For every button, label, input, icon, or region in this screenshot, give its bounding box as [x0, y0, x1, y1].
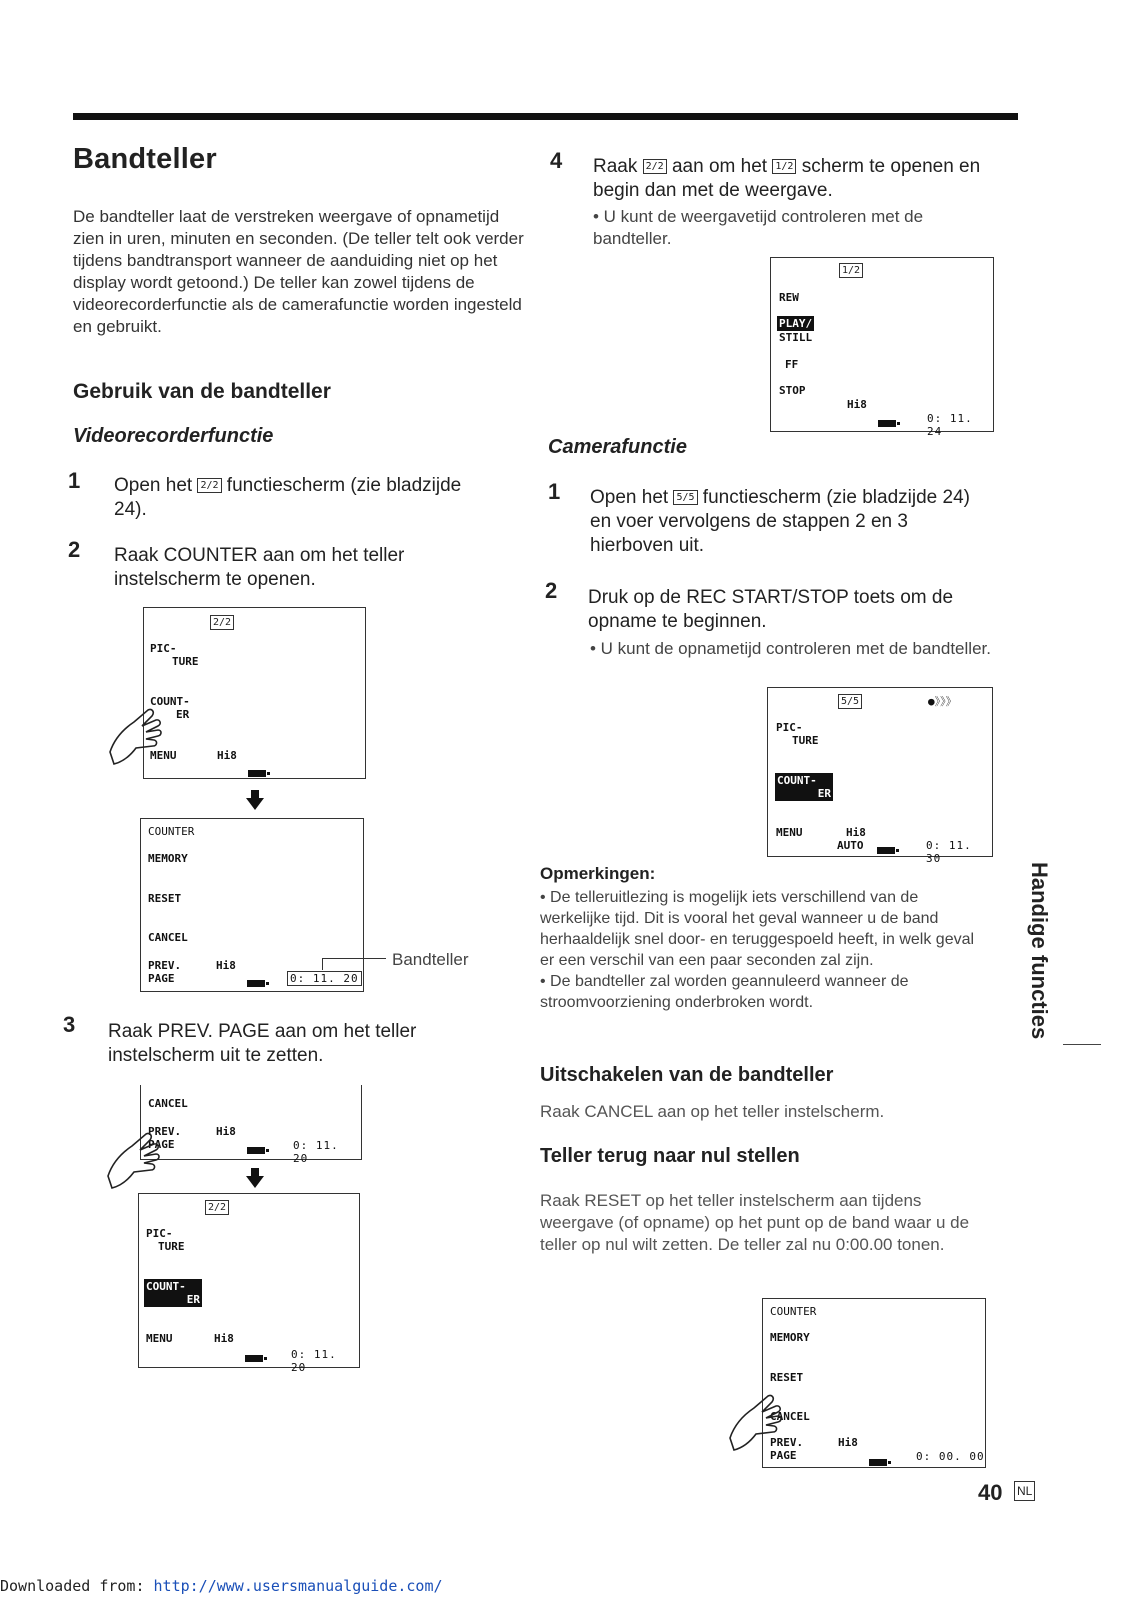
hi8-label: Hi8	[847, 398, 867, 411]
cancel-label[interactable]: CANCEL	[770, 1410, 810, 1423]
step-number: 2	[545, 578, 558, 603]
screen-counter	[140, 818, 364, 992]
step-text: Open het	[114, 475, 193, 496]
callout-line	[322, 958, 323, 970]
screen-function-5-5	[767, 687, 993, 865]
rec-indicator: ●》》》	[928, 695, 957, 708]
step-text: functiescherm (zie bladzijde 24) en voer vervolgens de stappen 2 en 3 hierboven uit.	[590, 487, 970, 556]
count-label: COUNT-	[150, 695, 190, 708]
side-rule	[1063, 1044, 1101, 1045]
step-text: functiescherm (zie bladzijde 24).	[114, 475, 462, 520]
screen-counter-partial	[140, 1085, 362, 1165]
note-item: • De telleruitlezing is mogelijk iets verschillend van de werkelijke tijd. Dit is vooral het geval wanneer u de band herhaaldelijk snel door- en teruggespoeld heeft, in welk geval er een verschil van een paar seconden zal zijn.	[540, 889, 975, 969]
callout-line	[322, 958, 386, 959]
er-label: ER	[176, 708, 190, 721]
hi8-label: Hi8	[214, 1332, 234, 1345]
step4-text	[593, 155, 998, 203]
reset-heading: Teller terug naar nul stellen	[540, 1145, 800, 1167]
menu-label: MENU	[146, 1332, 173, 1345]
er-label: ER	[186, 1293, 200, 1306]
video-step2: Raak COUNTER aan om het teller instelscherm te openen.	[114, 545, 405, 590]
step-number: 4	[550, 148, 563, 173]
count-label: COUNT-	[146, 1280, 186, 1293]
play-label: PLAY/	[779, 317, 813, 330]
reset-label[interactable]: RESET	[770, 1371, 804, 1384]
reset-label[interactable]: RESET	[148, 892, 182, 905]
tape-counter-display: 0: 11. 20	[293, 1139, 339, 1165]
video-heading: Videorecorderfunctie	[73, 425, 274, 447]
ture-label: TURE	[158, 1240, 185, 1253]
screen-function-2-2	[143, 607, 366, 779]
tape-counter-display: 0: 11. 30	[926, 839, 972, 865]
side-tab	[1026, 862, 1054, 1040]
download-footer	[0, 1577, 443, 1595]
hi8-label: Hi8	[838, 1436, 858, 1449]
step-text: aan om het	[671, 156, 768, 177]
page-icon: 2/2	[643, 159, 667, 174]
callout-bandteller: Bandteller	[392, 950, 469, 969]
notes-list	[540, 887, 992, 1013]
page-icon: 2/2	[210, 615, 234, 630]
ture-label: TURE	[172, 655, 199, 668]
still-label: STILL	[779, 331, 813, 344]
tape-counter-display: 0: 00. 00	[916, 1450, 985, 1463]
battery-icon	[247, 980, 265, 987]
rew-button[interactable]: REW	[779, 291, 799, 304]
screen-label	[146, 1227, 185, 1253]
ff-button[interactable]: FF	[785, 358, 799, 371]
tape-counter-display: 0: 11. 24	[927, 412, 973, 438]
stop-button[interactable]: STOP	[779, 384, 806, 397]
prev-page-label[interactable]	[148, 959, 181, 985]
er-label: ER	[817, 787, 831, 800]
counter-title: COUNTER	[770, 1305, 817, 1318]
battery-icon	[247, 1147, 265, 1154]
screen-function-2-2-counter-on	[138, 1193, 360, 1374]
page-icon: 2/2	[197, 478, 221, 493]
screen-counter-reset	[762, 1298, 986, 1468]
page-title: Bandteller	[73, 143, 217, 175]
video-step3: Raak PREV. PAGE aan om het teller instelscherm uit te zetten.	[108, 1021, 417, 1066]
camera-step1	[590, 486, 985, 558]
memory-label[interactable]: MEMORY	[770, 1331, 810, 1344]
camera-step2: Druk op de REC START/STOP toets om de opname te beginnen.	[588, 587, 954, 632]
tape-counter-display: 0: 11. 20	[287, 971, 362, 986]
intro-paragraph: De bandteller laat de verstreken weergave of opnametijd zien in uren, minuten en seconden. (De teller telt ook verder tijdens bandtransport wanneer de aanduiding niet op het display wordt getoond.) De teller kan zowel tijdens de videorecorderfunctie als de camerafunctie worden ingesteld en gebruikt.	[73, 207, 524, 336]
page-label: PAGE	[148, 1138, 175, 1151]
hand-pointer-icon	[98, 1128, 168, 1192]
cancel-label[interactable]: CANCEL	[148, 931, 188, 944]
step-text: scherm te openen en begin dan met de weergave.	[593, 156, 981, 201]
screen-label	[150, 642, 199, 668]
prev-label: PREV.	[148, 959, 182, 972]
memory-label[interactable]: MEMORY	[148, 852, 188, 865]
auto-label: AUTO	[837, 839, 864, 852]
footer-link[interactable]: http://www.usersmanualguide.com/	[153, 1577, 443, 1595]
section-heading-use: Gebruik van de bandteller	[73, 380, 331, 403]
battery-icon	[877, 847, 895, 854]
top-rule	[73, 113, 1018, 120]
down-arrow-icon	[246, 1176, 264, 1188]
pic-label: PIC-	[146, 1227, 173, 1240]
down-arrow-icon	[246, 798, 264, 810]
screen-function-1-2	[770, 257, 994, 438]
language-badge: NL	[1014, 1481, 1035, 1501]
count-label: COUNT-	[777, 774, 817, 787]
pic-label: PIC-	[776, 721, 803, 734]
page-number: 40	[978, 1480, 1003, 1505]
video-step1	[114, 474, 474, 522]
battery-icon	[869, 1459, 887, 1466]
menu-label: MENU	[776, 826, 803, 839]
note-item: • De bandteller zal worden geannuleerd wanneer de stroomvoorziening onderbroken wordt.	[540, 973, 909, 1011]
hi8-label: Hi8	[217, 749, 237, 762]
counter-active-button[interactable]	[775, 773, 833, 801]
hand-pointer-icon	[100, 700, 170, 770]
reset-text: Raak RESET op het teller instelscherm aan tijdens weergave (of opname) op het punt op de band waar u de teller op nul wilt zetten. De teller zal nu 0:00.00 tonen.	[540, 1191, 970, 1254]
counter-active-button[interactable]	[144, 1279, 202, 1307]
battery-icon	[878, 420, 896, 427]
hi8-label: Hi8	[846, 826, 866, 839]
pic-label: PIC-	[150, 642, 177, 655]
screen-label	[776, 721, 819, 747]
step-number: 1	[548, 479, 561, 504]
cancel-heading: Uitschakelen van de bandteller	[540, 1064, 834, 1086]
page-icon: 5/5	[673, 490, 697, 505]
page-label: PAGE	[148, 972, 175, 985]
step4-bullet: • U kunt de weergavetijd controleren met de bandteller.	[593, 207, 924, 248]
page-icon: 1/2	[772, 159, 796, 174]
ture-label: TURE	[792, 734, 819, 747]
prev-label: PREV.	[148, 1125, 182, 1138]
page-icon: 5/5	[838, 694, 862, 709]
step-number: 1	[68, 468, 81, 493]
page-icon: 1/2	[839, 263, 863, 278]
play-still-button[interactable]	[777, 316, 814, 344]
counter-title: COUNTER	[148, 825, 195, 838]
tape-counter-display: 0: 11. 20	[291, 1348, 337, 1374]
hand-pointer-icon	[720, 1390, 790, 1454]
step-number: 3	[63, 1012, 76, 1037]
battery-icon	[245, 1355, 263, 1362]
menu-label: MENU	[150, 749, 177, 762]
hi8-label: Hi8	[216, 1125, 236, 1138]
cancel-label[interactable]: CANCEL	[148, 1097, 188, 1110]
side-tab-label: Handige functies	[1027, 862, 1052, 1040]
camera-heading: Camerafunctie	[548, 436, 687, 458]
hi8-label: Hi8	[216, 959, 236, 972]
page-icon: 2/2	[205, 1200, 229, 1215]
battery-icon	[248, 770, 266, 777]
prev-label: PREV.	[770, 1436, 804, 1449]
page-label: PAGE	[770, 1449, 797, 1462]
step-text: Raak	[593, 156, 638, 177]
step-number: 2	[68, 537, 81, 562]
camera-step2-bullet: • U kunt de opnametijd controleren met de bandteller.	[590, 639, 991, 658]
footer-label: Downloaded from:	[0, 1577, 145, 1595]
notes-heading: Opmerkingen:	[540, 864, 656, 883]
step-text: Open het	[590, 487, 669, 508]
cancel-text: Raak CANCEL aan op het teller instelscherm.	[540, 1102, 885, 1121]
